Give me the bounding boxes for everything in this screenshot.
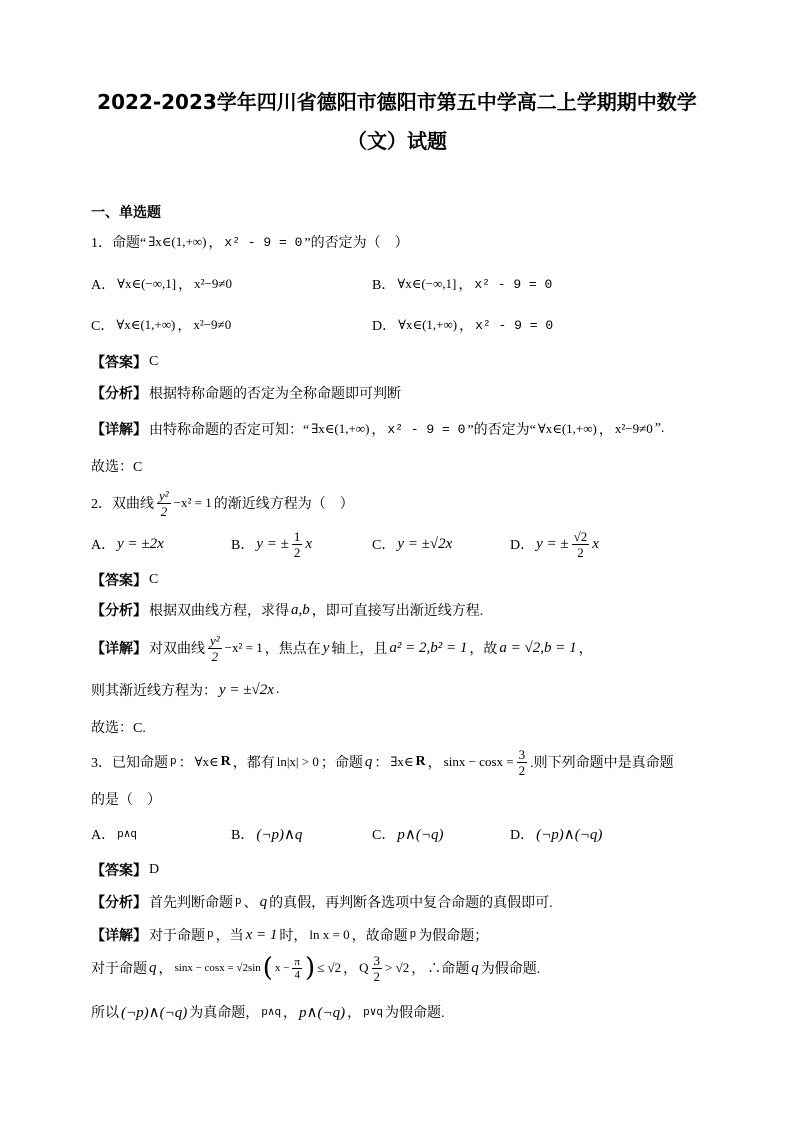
detail-math: x²−9≠0 [614,421,653,436]
fraction [157,488,171,519]
analysis-label: 【分析】 [91,896,147,911]
detail-label: 【详解】 [91,423,147,438]
q3-stem-text: ，都有 [232,756,275,771]
q2-option-c [372,530,452,558]
detail-math: p∧q [261,1007,282,1019]
answer-value: D [149,862,160,877]
detail-text: ， [598,423,613,438]
q3-stem-text: ： [374,756,389,771]
q1-stem-math: ∃x∈(1,+∞) [148,234,207,249]
detail-math: ≤ √2 [317,960,342,975]
detail-text: ， [371,423,386,438]
option-text: ， [459,319,474,334]
analysis-math: a,b [291,601,310,618]
q3-stem-line-2: 的是（ ） [91,793,161,808]
fraction-denominator: 2 [211,648,219,664]
option-letter: D． [510,538,535,553]
answer-value: C [149,354,159,369]
q2-detail [91,634,593,662]
option-math: y = ±2x [117,535,164,552]
detail-text: . [275,682,280,697]
analysis-text: 根据双曲线方程，求得 [149,604,289,619]
detail-text: 对于命题 [91,962,147,977]
q1-stem-text: ， [208,236,223,251]
fraction-numerator: 1 [293,528,301,544]
detail-text: 则其渐近线方程为： [91,684,217,699]
detail-math: x² - 9 = 0 [387,421,466,437]
section-heading: 一、单选题 [91,205,161,221]
detail-math: p [207,929,214,941]
option-letter: B． [231,828,255,843]
fraction-denominator: 4 [294,968,300,981]
detail-text: ， [343,962,358,977]
detail-math: y = ±√2x [219,681,274,698]
option-math: x [592,535,599,552]
q3-option-d [510,820,602,848]
detail-math: y [322,639,330,656]
q1-option-a [91,270,232,298]
fraction-numerator: 3 [373,952,381,968]
fraction [208,633,222,664]
fraction-numerator: π [294,955,300,968]
fraction-denominator: 2 [293,544,301,560]
detail-text: 为假命题. [480,962,541,977]
q3-stem-math: ∀x∈ [194,754,219,769]
answer-label: 【答案】 [91,864,147,879]
detail-math: sinx − cosx = √2sin [174,962,261,974]
detail-text: 为真命题， [189,1006,260,1021]
q2-option-a [91,530,164,558]
q2-stem-math: −x² = 1 [173,495,212,510]
option-math: x²−9≠0 [194,276,232,291]
analysis-label: 【分析】 [91,387,147,402]
option-math: (¬p)∧(¬q) [536,826,603,843]
q3-stem-text: ；命题 [320,756,363,771]
detail-text: 对双曲线 [149,642,205,657]
fraction [372,953,383,984]
detail-label: 【详解】 [91,929,147,944]
answer-label: 【答案】 [91,356,147,371]
option-letter: C． [372,538,396,553]
detail-label: 【详解】 [91,642,147,657]
q3-stem-math: R [415,754,426,769]
option-math: y = ± [536,535,569,552]
detail-math: p∨q [363,1007,383,1019]
q3-option-c [372,820,443,848]
detail-math: −x² = 1 [224,640,263,655]
q2-option-d [510,530,599,558]
option-letter: B． [372,278,396,293]
option-math: p∧(¬q) [397,826,444,843]
detail-math: x − [274,962,290,974]
detail-text: ”. [654,421,665,436]
q2-option-b [231,530,312,558]
q3-stem-math: q [364,753,373,770]
option-text: ， [178,278,193,293]
q1-stem-math: x² - 9 = 0 [224,234,303,250]
option-letter: A． [91,278,116,293]
detail-math: ∃x∈(1,+∞) [311,421,370,436]
right-parenthesis: ) [304,953,316,983]
analysis-math: p [235,896,242,908]
detail-math: q [471,959,479,976]
option-math: x² - 9 = 0 [475,317,554,333]
q3-stem [91,748,674,776]
q1-option-c [91,311,231,339]
q3-stem-text: 3．已知命题 [91,756,168,771]
fraction-numerator: y² [210,632,220,648]
analysis-text: 首先判断命题 [149,896,233,911]
detail-math: p [409,929,417,941]
detail-text: ， [411,962,426,977]
detail-text: ∴命题 [427,962,470,977]
detail-math: (¬p)∧(¬q) [121,1004,188,1021]
option-math: (¬p)∧q [256,826,303,843]
fraction [292,529,303,560]
detail-text: ”的否定为“ [467,423,536,438]
fraction [572,529,590,560]
detail-text: ，故命题 [351,929,408,944]
analysis-text: 的真假，再判断各选项中复合命题的真假即可. [269,896,553,911]
q2-answer [91,566,158,594]
detail-math: q [149,959,157,976]
detail-text: 时， [279,929,308,944]
q3-stem-math: p [170,756,177,768]
option-math: y = ± [256,535,289,552]
q1-answer [91,348,158,376]
document-title-line-2: （文）试题 [347,128,447,153]
detail-text: 轴上，且 [331,642,388,657]
detail-text: 为假命题； [418,929,489,944]
option-letter: D． [510,828,535,843]
detail-math: a = √2,b = 1 [499,639,577,656]
option-letter: A． [91,828,116,843]
fraction-numerator: 3 [518,746,526,762]
q2-stem-text: 2．双曲线 [91,497,154,512]
option-math: ∀x∈(1,+∞) [398,317,458,332]
detail-text: ，焦点在 [264,642,321,657]
q2-stem-text: 的渐近线方程为（ ） [213,497,354,512]
option-math: p∧q [117,829,137,841]
q1-analysis [91,379,401,407]
detail-text: 对于命题 [149,929,205,944]
option-letter: C． [372,828,396,843]
detail-text: ，当 [215,929,244,944]
document-title-line-1: 2022-2023学年四川省德阳市德阳市第五中学高二上学期期中数学 [97,89,697,114]
detail-text: ，故 [469,642,498,657]
q1-conclusion: 故选：C [91,460,143,475]
analysis-text: 根据特称命题的否定为全称命题即可判断 [149,387,401,402]
analysis-label: 【分析】 [91,604,147,619]
fraction-denominator: 2 [160,503,168,519]
option-letter: B． [231,538,255,553]
detail-math: p∧(¬q) [299,1004,346,1021]
q3-stem-math: ∃x∈ [390,754,414,769]
detail-math: ∀x∈(1,+∞) [537,421,597,436]
fraction-denominator: 2 [373,968,381,984]
option-text: ， [177,319,192,334]
q3-answer [91,856,159,884]
q1-option-b [372,270,552,298]
option-math: y = ±√2x [397,535,453,552]
option-math: x² - 9 = 0 [474,276,553,292]
detail-text: 所以 [91,1006,119,1021]
q3-stem-text: .则下列命题中是真命题 [530,756,674,771]
analysis-text: ，即可直接写出渐近线方程. [311,604,484,619]
q3-analysis [91,888,553,916]
q3-detail-line-2 [91,954,540,982]
fraction-denominator: 2 [518,762,526,778]
q2-stem [91,489,354,517]
fraction [292,956,302,981]
option-math: ∀x∈(1,+∞) [116,317,176,332]
q3-stem-math: ln|x| > 0 [276,754,319,769]
detail-text: ， [578,642,593,657]
q2-analysis [91,596,483,624]
detail-text: 由特称命题的否定可知：“ [149,423,310,438]
analysis-math: q [259,893,268,910]
detail-math: a² = 2,b² = 1 [389,639,468,656]
q1-stem-text: ”的否定为（ ） [304,236,409,251]
q3-stem-text: ： [178,756,193,771]
q3-stem-math: R [220,754,231,769]
q3-stem-math: sinx − cosx = [443,754,514,769]
q3-option-b [231,820,302,848]
q1-detail [91,415,664,443]
answer-label: 【答案】 [91,574,147,589]
detail-math: x = 1 [245,926,278,943]
fraction-denominator: 2 [577,544,584,560]
option-letter: D． [372,319,397,334]
fraction-numerator: y² [159,487,169,503]
q1-stem-text: 1．命题“ [91,236,147,251]
option-math: ∀x∈(−∞,1] [117,276,177,291]
detail-text: ， [158,962,173,977]
q3-detail [91,921,488,949]
fraction [517,747,528,778]
detail-math: > √2 [385,960,410,975]
detail-text: ， [347,1006,362,1021]
q2-detail-line-2 [91,676,279,704]
fraction-numerator: √2 [573,528,588,544]
because-symbol: Q [359,960,369,975]
detail-math: ln x = 0 [309,927,350,942]
analysis-text: 、 [243,896,258,911]
q3-option-a [91,820,137,848]
option-letter: A． [91,538,116,553]
q1-option-d [372,311,553,339]
q3-stem-text: ， [427,756,442,771]
detail-text: ， [283,1006,298,1021]
answer-value: C [149,572,159,587]
option-math: x [305,535,313,552]
q2-conclusion: 故选：C. [91,721,146,736]
left-parenthesis: ( [262,953,273,983]
q3-detail-line-3 [91,998,444,1026]
option-letter: C． [91,319,115,334]
detail-text: 为假命题. [384,1006,445,1021]
option-text: ， [458,278,473,293]
q1-stem [91,228,409,256]
option-math: x²−9≠0 [193,317,232,332]
option-math: ∀x∈(−∞,1] [397,276,457,291]
